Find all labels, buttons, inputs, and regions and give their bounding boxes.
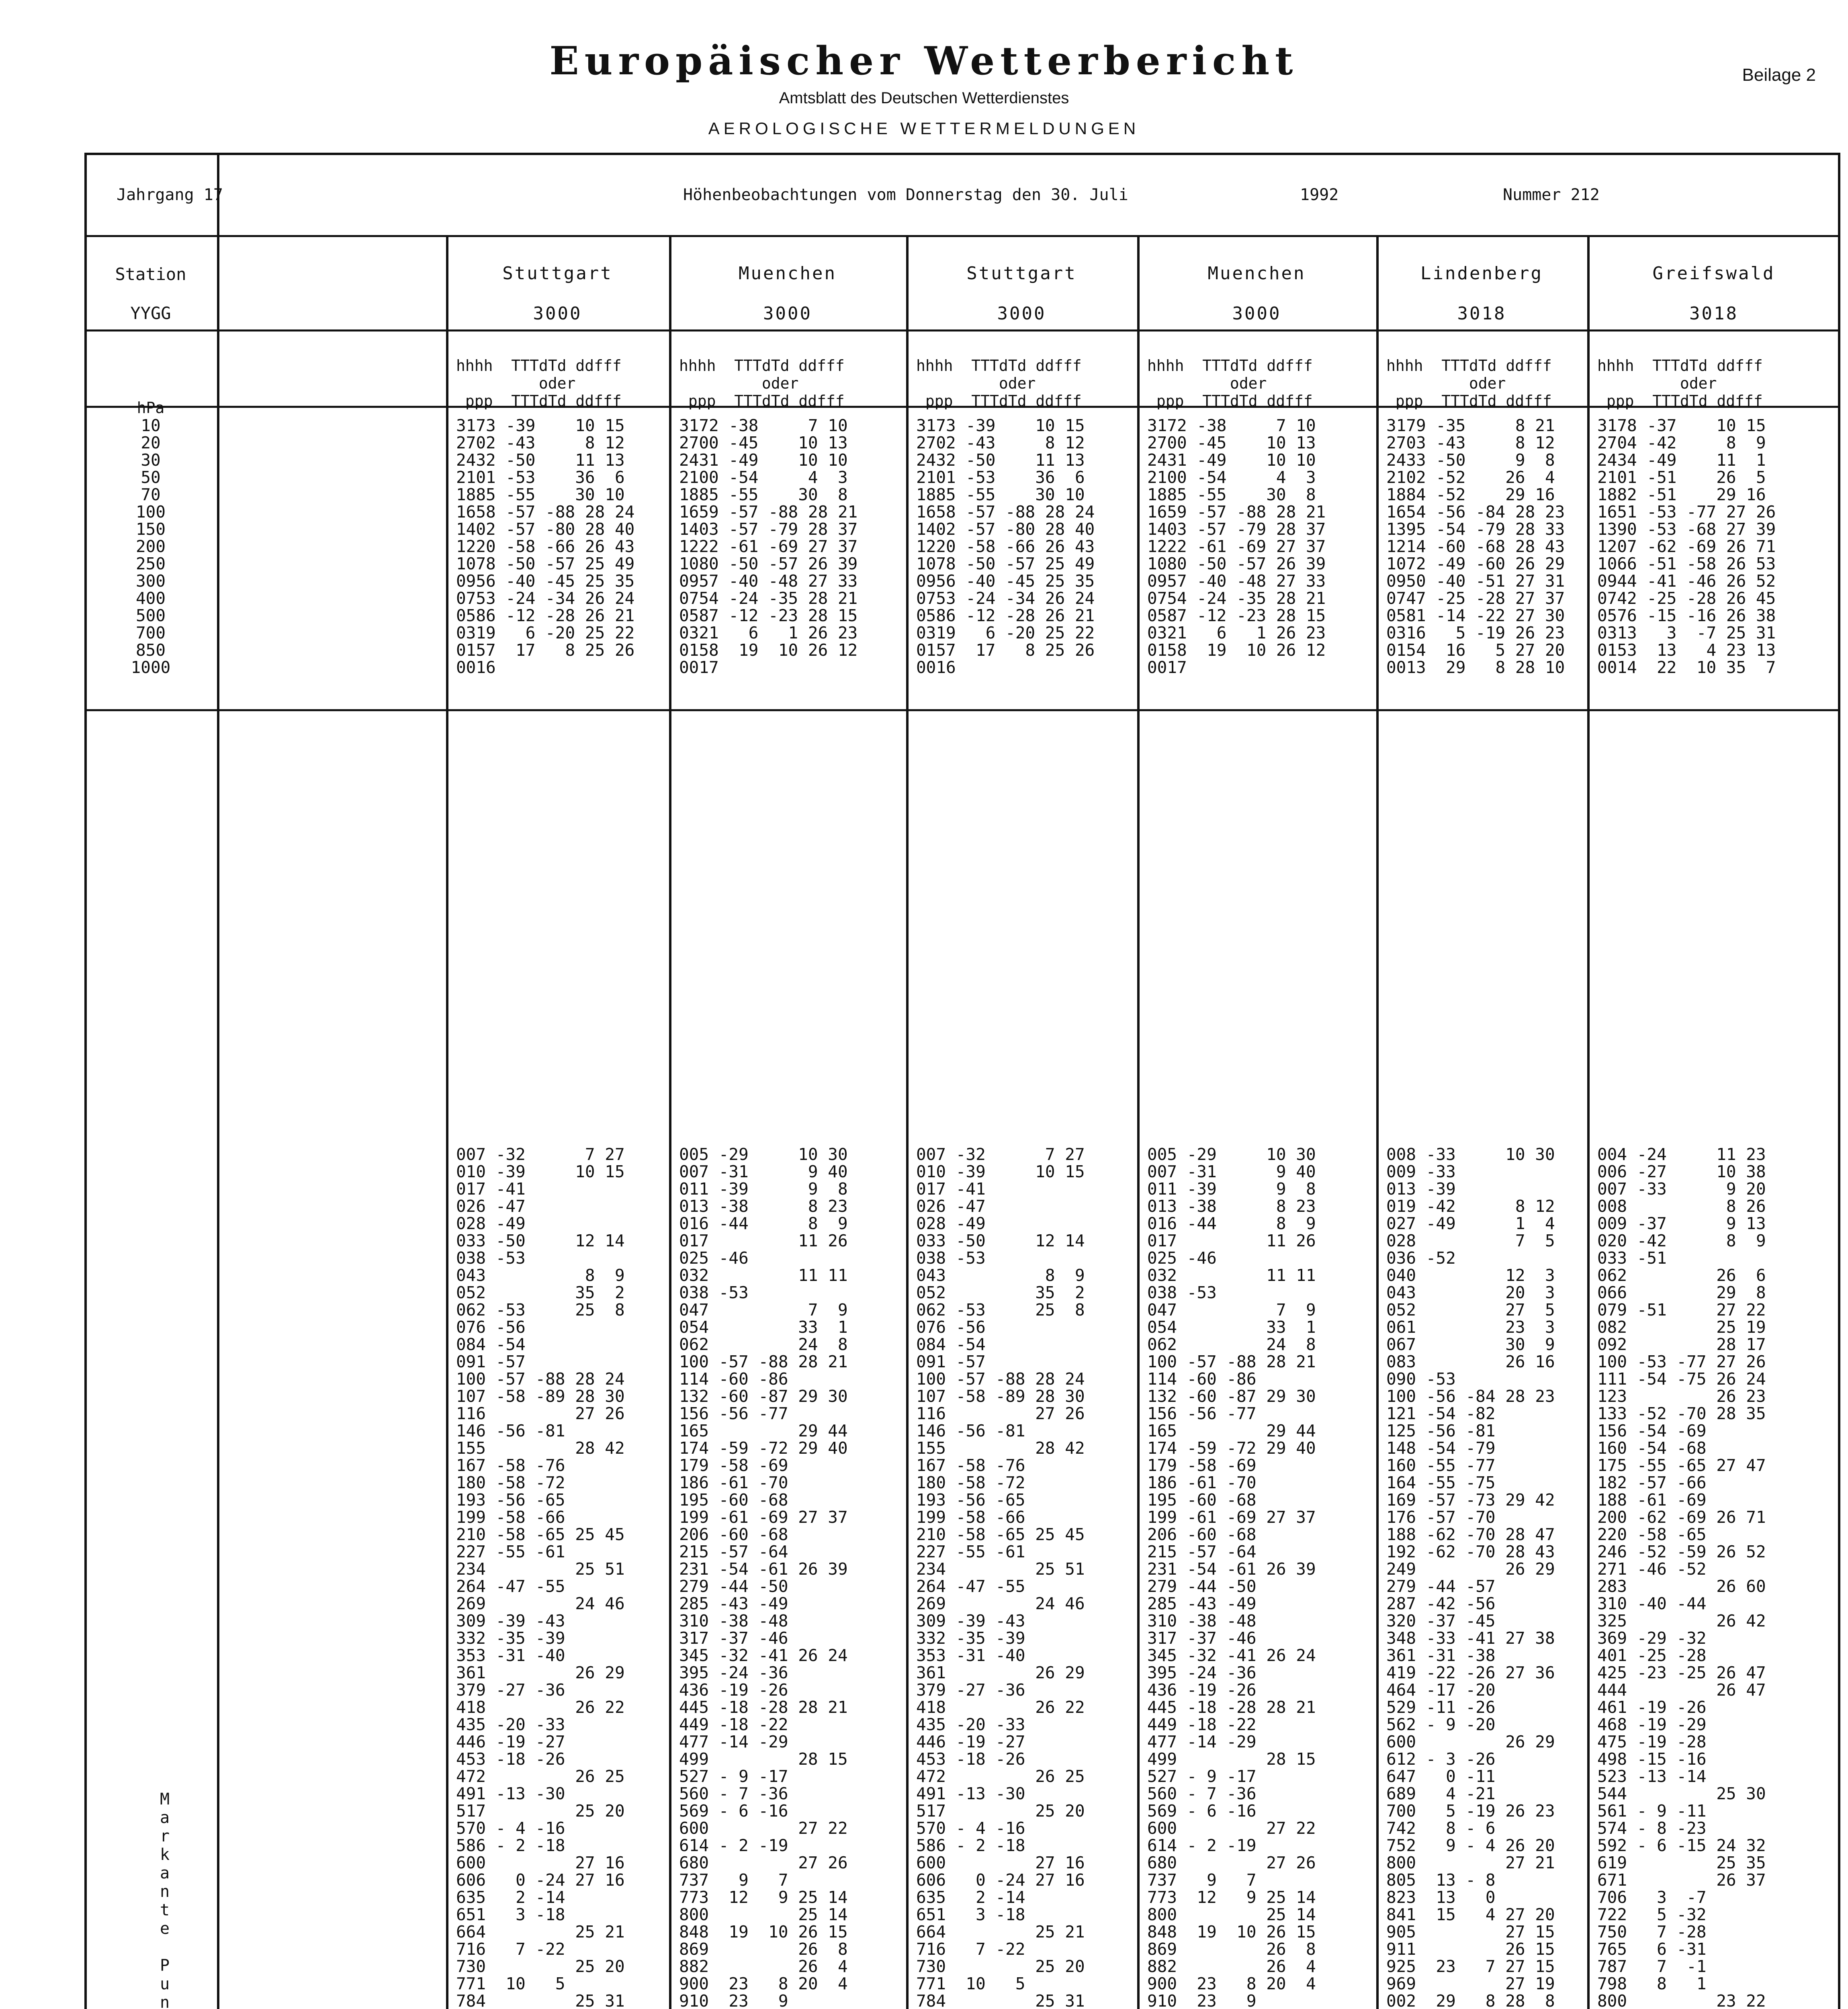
column-header: hhhh TTTdTd ddfff oder ppp TTTdTd ddfff: [1386, 357, 1552, 410]
issue-number: Nummer 212: [1503, 186, 1600, 204]
section-title: AEROLOGISCHE WETTERMELDUNGEN: [708, 119, 1140, 138]
col-sep-label: [217, 153, 219, 2009]
markante-punkte-letter: e: [160, 1919, 170, 1938]
observation-year: 1992: [1300, 186, 1339, 204]
rule-info: [84, 235, 1840, 237]
col-sep-4: [1137, 235, 1140, 2009]
col-sep-3: [906, 235, 909, 2009]
station-time: 3000: [533, 303, 582, 324]
yygg-label: YYGG: [130, 303, 171, 323]
column-header: hhhh TTTdTd ddfff oder ppp TTTdTd ddfff: [916, 357, 1082, 410]
station-time: 3000: [763, 303, 812, 324]
markante-punkte-letter: u: [160, 1975, 170, 1993]
hpa-label: hPa: [137, 399, 165, 417]
significant-levels-data: 004 -24 11 23 006 -27 10 38 007 -33 9 20 008 8 26 009 -37 9 13 020 -42 8 9 033 -51 062 26 6 066 29 8 079 -51 27 22 082 25 19 092 28 17 100 -53 -77 27 26 111 -54 -75 26 24 123 26 23 133 -52 -70 28 35 156 -54 -69 160 -54 -68 175 -55 -65 27 47 182 -57 -66 188 -61 -69 200 -62 -69 26 71 220 -58 -65 246 -52 -59 26 52 271 -46 -52 283 26 60 310 -40 -44 325 26 42 369 -29 -32 401 -25 -28 425 -23 -25 26 47 444 26 47 461 -19 -26 468 -19 -29 475 -19 -28 498 -15 -16 523 -13 -14 544 25 30 561 - 9 -11 574 - 8 -23 592 - 6 -15 24 32 619 25 35 671 26 37 706 3 -7 722 5 -32 750 7 -28 765 6 -31 787 7 -1 798 8 1 800 23 22: [1597, 1145, 1766, 2009]
jahrgang: Jahrgang 17: [117, 186, 223, 204]
station-name: Muenchen: [739, 263, 837, 284]
station-time: 3018: [1457, 303, 1506, 324]
standard-level-data: 3179 -35 8 21 2703 -43 8 12 2433 -50 9 8 2102 -52 26 4 1884 -52 29 16 1654 -56 -84 28 23 1395 -54 -79 28 33 1214 -60 -68 28 43 1072 -49 -60 26 29 0950 -40 -51 27 31 0747 -25 -28 27 37 0581 -14 -22 27 30 0316 5 -19 26 23 0154 16 5 27 20 0013 29 8 28 10: [1386, 416, 1565, 677]
station-name: Muenchen: [1207, 263, 1306, 284]
markante-punkte-letter: n: [160, 1993, 170, 2009]
markante-punkte-letter: a: [160, 1809, 170, 1827]
standard-level-data: 3173 -39 10 15 2702 -43 8 12 2432 -50 11 13 2101 -53 36 6 1885 -55 30 10 1658 -57 -88 28 24 1402 -57 -80 28 40 1220 -58 -66 26 43 1078 -50 -57 25 49 0956 -40 -45 25 35 0753 -24 -34 26 24 0586 -12 -28 26 21 0319 6 -20 25 22 0157 17 8 25 26 0016: [456, 416, 635, 677]
page-subtitle: Amtsblatt des Deutschen Wetterdienstes: [779, 89, 1069, 107]
pressure-levels: 10 20 30 50 70 100 150 200 250 300 400 500 700 850 1000: [131, 416, 171, 677]
standard-level-data: 3173 -39 10 15 2702 -43 8 12 2432 -50 11 13 2101 -53 36 6 1885 -55 30 10 1658 -57 -88 28 24 1402 -57 -80 28 40 1220 -58 -66 26 43 1078 -50 -57 25 49 0956 -40 -45 25 35 0753 -24 -34 26 24 0586 -12 -28 26 21 0319 6 -20 25 22 0157 17 8 25 26 0016: [916, 416, 1095, 677]
standard-level-data: 3172 -38 7 10 2700 -45 10 13 2431 -49 10 10 2100 -54 4 3 1885 -55 30 8 1659 -57 -88 28 21 1403 -57 -79 28 37 1222 -61 -69 27 37 1080 -50 -57 26 39 0957 -40 -48 27 33 0754 -24 -35 28 21 0587 -12 -23 28 15 0321 6 1 26 23 0158 19 10 26 12 0017: [1147, 416, 1326, 677]
station-time: 3000: [1232, 303, 1281, 324]
significant-levels-data: 007 -32 7 27 010 -39 10 15 017 -41 026 -47 028 -49 033 -50 12 14 038 -53 043 8 9 052 35 2 062 -53 25 8 076 -56 084 -54 091 -57 100 -57 -88 28 24 107 -58 -89 28 30 116 27 26 146 -56 -81 155 28 42 167 -58 -76 180 -58 -72 193 -56 -65 199 -58 -66 210 -58 -65 25 45 227 -55 -61 234 25 51 264 -47 -55 269 24 46 309 -39 -43 332 -35 -39 353 -31 -40 361 26 29 379 -27 -36 418 26 22 435 -20 -33 446 -19 -27 453 -18 -26 472 26 25 491 -13 -30 517 25 20 570 - 4 -16 586 - 2 -18 600 27 16 606 0 -24 27 16 635 2 -14 651 3 -18 664 25 21 716 7 -22 730 25 20 771 10 5 784 25 31: [456, 1145, 625, 2009]
col-sep-6: [1587, 235, 1590, 2009]
rule-station: [84, 329, 1840, 331]
markante-punkte-letter: P: [160, 1956, 170, 1975]
station-label: Station: [115, 264, 186, 284]
column-header: hhhh TTTdTd ddfff oder ppp TTTdTd ddfff: [679, 357, 845, 410]
markante-punkte-letter: t: [160, 1901, 170, 1919]
station-name: Stuttgart: [502, 263, 613, 284]
standard-level-data: 3172 -38 7 10 2700 -45 10 13 2431 -49 10 10 2100 -54 4 3 1885 -55 30 8 1659 -57 -88 28 21 1403 -57 -79 28 37 1222 -61 -69 27 37 1080 -50 -57 26 39 0957 -40 -48 27 33 0754 -24 -35 28 21 0587 -12 -23 28 15 0321 6 1 26 23 0158 19 10 26 12 0017: [679, 416, 858, 677]
column-header: hhhh TTTdTd ddfff oder ppp TTTdTd ddfff: [456, 357, 622, 410]
significant-levels-data: 005 -29 10 30 007 -31 9 40 011 -39 9 8 013 -38 8 23 016 -44 8 9 017 11 26 025 -46 032 11 11 038 -53 047 7 9 054 33 1 062 24 8 100 -57 -88 28 21 114 -60 -86 132 -60 -87 29 30 156 -56 -77 165 29 44 174 -59 -72 29 40 179 -58 -69 186 -61 -70 195 -60 -68 199 -61 -69 27 37 206 -60 -68 215 -57 -64 231 -54 -61 26 39 279 -44 -50 285 -43 -49 310 -38 -48 317 -37 -46 345 -32 -41 26 24 395 -24 -36 436 -19 -26 445 -18 -28 28 21 449 -18 -22 477 -14 -29 499 28 15 527 - 9 -17 560 - 7 -36 569 - 6 -16 600 27 22 614 - 2 -19 680 27 26 737 9 7 773 12 9 25 14 800 25 14 848 19 10 26 15 869 26 8 882 26 4 900 23 8 20 4 910 23 9: [679, 1145, 848, 2009]
page-title: Europäischer Wetterbericht: [549, 38, 1299, 84]
col-sep-5: [1376, 235, 1379, 2009]
station-name: Greifswald: [1652, 263, 1775, 284]
station-time: 3018: [1689, 303, 1738, 324]
markante-punkte-letter: r: [160, 1827, 170, 1845]
significant-levels-data: 005 -29 10 30 007 -31 9 40 011 -39 9 8 013 -38 8 23 016 -44 8 9 017 11 26 025 -46 032 11 11 038 -53 047 7 9 054 33 1 062 24 8 100 -57 -88 28 21 114 -60 -86 132 -60 -87 29 30 156 -56 -77 165 29 44 174 -59 -72 29 40 179 -58 -69 186 -61 -70 195 -60 -68 199 -61 -69 27 37 206 -60 -68 215 -57 -64 231 -54 -61 26 39 279 -44 -50 285 -43 -49 310 -38 -48 317 -37 -46 345 -32 -41 26 24 395 -24 -36 436 -19 -26 445 -18 -28 28 21 449 -18 -22 477 -14 -29 499 28 15 527 - 9 -17 560 - 7 -36 569 - 6 -16 600 27 22 614 - 2 -19 680 27 26 737 9 7 773 12 9 25 14 800 25 14 848 19 10 26 15 869 26 8 882 26 4 900 23 8 20 4 910 23 9: [1147, 1145, 1316, 2009]
col-sep-1: [446, 235, 448, 2009]
markante-punkte-letter: M: [160, 1790, 170, 1809]
supplement-label: Beilage 2: [1742, 65, 1816, 85]
station-time: 3000: [997, 303, 1046, 324]
col-sep-2: [669, 235, 671, 2009]
markante-punkte-letter: k: [160, 1845, 170, 1864]
column-header: hhhh TTTdTd ddfff oder ppp TTTdTd ddfff: [1147, 357, 1313, 410]
standard-level-data: 3178 -37 10 15 2704 -42 8 9 2434 -49 11 1 2101 -51 26 5 1882 -51 29 16 1651 -53 -77 27 26 1390 -53 -68 27 39 1207 -62 -69 26 71 1066 -51 -58 26 53 0944 -41 -46 26 52 0742 -25 -28 26 45 0576 -15 -16 26 38 0313 3 -7 25 31 0153 13 4 23 13 0014 22 10 35 7: [1597, 416, 1776, 677]
column-header: hhhh TTTdTd ddfff oder ppp TTTdTd ddfff: [1597, 357, 1763, 410]
station-name: Lindenberg: [1420, 263, 1543, 284]
observation-date: Höhenbeobachtungen vom Donnerstag den 30. Juli: [683, 186, 1128, 204]
rule-standard: [84, 709, 1840, 711]
significant-levels-data: 007 -32 7 27 010 -39 10 15 017 -41 026 -47 028 -49 033 -50 12 14 038 -53 043 8 9 052 35 2 062 -53 25 8 076 -56 084 -54 091 -57 100 -57 -88 28 24 107 -58 -89 28 30 116 27 26 146 -56 -81 155 28 42 167 -58 -76 180 -58 -72 193 -56 -65 199 -58 -66 210 -58 -65 25 45 227 -55 -61 234 25 51 264 -47 -55 269 24 46 309 -39 -43 332 -35 -39 353 -31 -40 361 26 29 379 -27 -36 418 26 22 435 -20 -33 446 -19 -27 453 -18 -26 472 26 25 491 -13 -30 517 25 20 570 - 4 -16 586 - 2 -18 600 27 16 606 0 -24 27 16 635 2 -14 651 3 -18 664 25 21 716 7 -22 730 25 20 771 10 5 784 25 31: [916, 1145, 1085, 2009]
station-name: Stuttgart: [966, 263, 1077, 284]
significant-levels-data: 008 -33 10 30 009 -33 013 -39 019 -42 8 12 027 -49 1 4 028 7 5 036 -52 040 12 3 043 20 3 052 27 5 061 23 3 067 30 9 083 26 16 090 -53 100 -56 -84 28 23 121 -54 -82 125 -56 -81 148 -54 -79 160 -55 -77 164 -55 -75 169 -57 -73 29 42 176 -57 -70 188 -62 -70 28 47 192 -62 -70 28 43 249 26 29 279 -44 -57 287 -42 -56 320 -37 -45 348 -33 -41 27 38 361 -31 -38 419 -22 -26 27 36 464 -17 -20 529 -11 -26 562 - 9 -20 600 26 29 612 - 3 -26 647 0 -11 689 4 -21 700 5 -19 26 23 742 8 - 6 752 9 - 4 26 20 800 27 21 805 13 - 8 823 13 0 841 15 4 27 20 905 27 15 911 26 15 925 23 7 27 15 969 27 19 002 29 8 28 8: [1386, 1145, 1555, 2009]
markante-punkte-letter: n: [160, 1882, 170, 1901]
markante-punkte-letter: a: [160, 1864, 170, 1882]
